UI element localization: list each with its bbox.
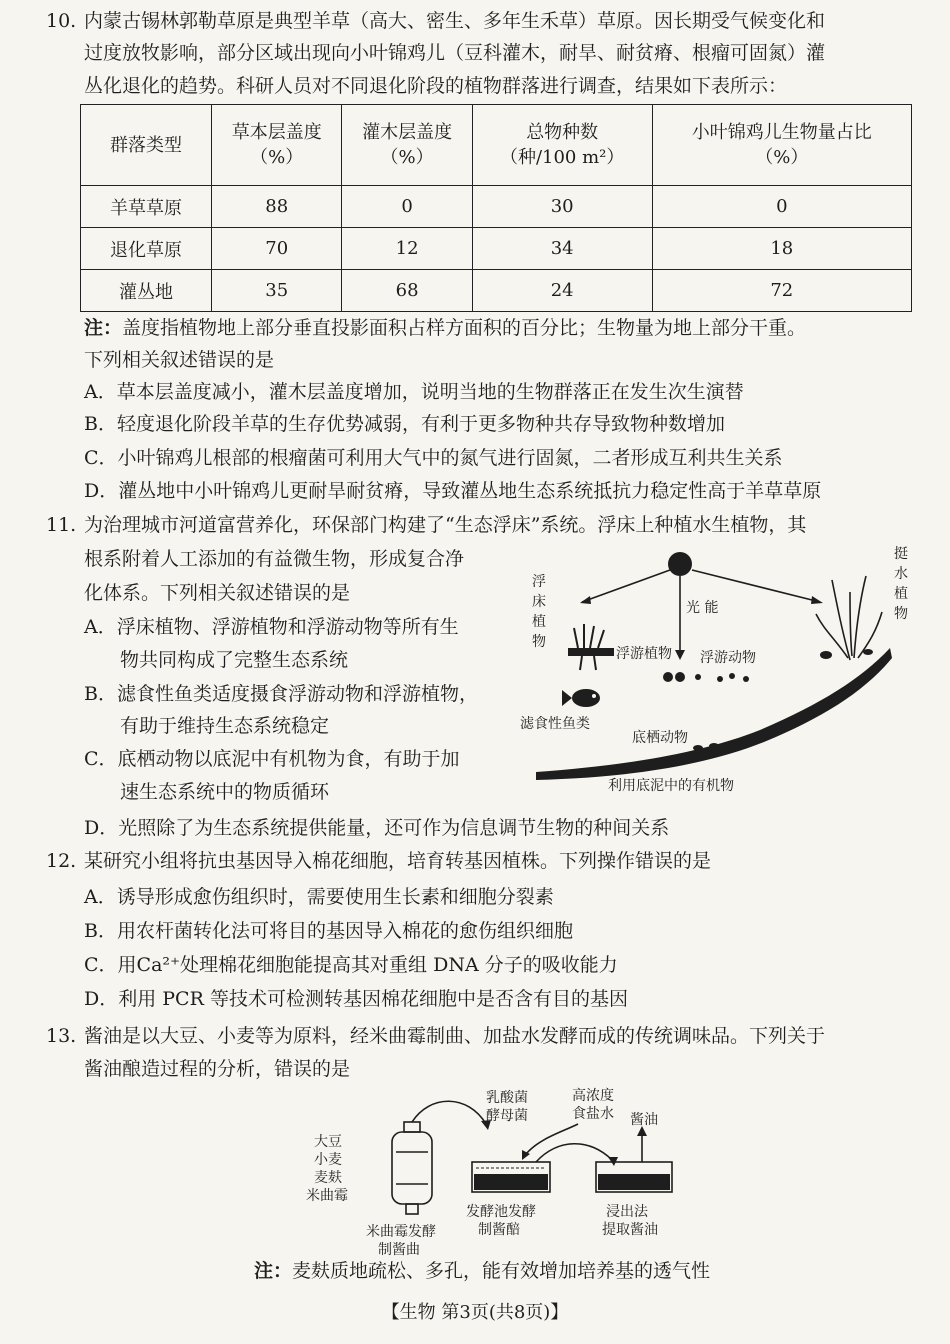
note-label: 注： [254,1260,293,1282]
table-cell: 18 [652,228,911,270]
emergent-plant-icon [816,576,882,660]
table-header-cell: 群落类型 [81,105,212,186]
community-table [80,104,912,312]
page-footer: 【生物 第3页(共8页)】 [381,1302,569,1323]
q11-option-d: D．光照除了为生态系统提供能量，还可作为信息调节生物的种间关系 [84,817,670,839]
table-cell: 退化草原 [81,228,212,270]
q10-stem-line-1: 10. 内蒙古锡林郭勒草原是典型羊草（高大、密生、多年生禾草）草原。因长期受气候变化和 [46,6,825,36]
table-row [81,270,912,312]
product-label: 酱油 [630,1112,658,1128]
q10-stem-line-3: 丛化退化的趋势。科研人员对不同退化阶段的植物群落进行调查，结果如下表所示： [84,75,788,97]
q13-note: 注：麦麸质地疏松、多孔，能有效增加培养基的透气性 [254,1260,711,1282]
input-aspergillus: 米曲霉 [306,1188,348,1204]
svg-text:床 [532,594,546,610]
note-label: 注： [84,317,123,339]
table-header-cell: 灌木层盖度 （%） [342,105,472,186]
table-cell: 68 [342,270,472,312]
table-header-cell: 小叶锦鸡儿生物量占比 （%） [652,105,911,186]
q11-option-c-2: 速生态系统中的物质循环 [120,781,330,803]
step2-label-1: 发酵池发酵 [466,1204,536,1220]
svg-text:浮 [532,574,546,590]
q10-option-b: B．轻度退化阶段羊草的生存优势减弱，有利于更多物种共存导致物种数增加 [84,413,725,435]
table-cell: 灌丛地 [81,270,212,312]
svg-text:食盐水 [572,1105,614,1122]
svg-text:浮游动物 [700,649,756,666]
table-cell: 0 [342,186,472,228]
step1-label-1: 米曲霉发酵 [366,1224,436,1240]
phytoplankton-icon [663,672,685,682]
table-header-row [81,105,912,186]
extraction-tank-icon [596,1126,672,1192]
q11-option-a-2: 物共同构成了完整生态系统 [120,649,349,671]
sun-icon [668,552,692,576]
zooplankton-label: 浮游动物 [700,650,756,666]
koji-fermenter-icon [392,1122,432,1214]
q11-option-a-1: A．浮床植物、浮游植物和浮游动物等所有生 [84,616,459,638]
q11-stem-line-2: 根系附着人工添加的有益微生物，形成复合净 [84,548,465,570]
q12-option-c: C．用Ca²⁺处理棉花细胞能提高其对重组 DNA 分子的吸收能力 [84,954,618,976]
svg-text:浸出法 [606,1203,649,1220]
benthic-label: 底栖动物 [632,730,688,746]
step2-label-2: 制酱醅 [478,1222,520,1238]
q10-stem-line-2: 过度放牧影响，部分区域出现向小叶锦鸡儿（豆科灌木，耐旱、耐贫瘠、根瘤可固氮）灌 [84,42,826,64]
table-row [81,228,912,270]
table-cell: 34 [472,228,652,270]
svg-text:米曲霉 [306,1187,348,1204]
float-plant-label-3: 植 [532,614,546,630]
q13-number: 13. [46,1025,77,1047]
table-cell: 12 [342,228,472,270]
table-row [81,186,912,228]
q12-option-a: A．诱导形成愈伤组织时，需要使用生长素和细胞分裂素 [84,886,554,908]
q13-stem-line-1: 13. 酱油是以大豆、小麦等为原料，经米曲霉制曲、加盐水发酵而成的传统调味品。下列关于 [46,1021,825,1051]
q12-number: 12. [46,850,77,872]
table-cell: 35 [212,270,342,312]
ecological-floating-bed-figure [520,540,920,800]
q10-note: 注：盖度指植物地上部分垂直投影面积占样方面积的百分比；生物量为地上部分干重。 [84,317,807,339]
floating-bed-icon [568,648,614,656]
table-cell: 88 [212,186,342,228]
float-plant-label-2: 床 [532,594,546,610]
svg-text:酱油 [630,1111,658,1128]
q12-option-b: B．用农杆菌转化法可将目的基因导入棉花的愈伤组织细胞 [84,920,573,942]
phytoplankton-label: 浮游植物 [616,646,672,662]
addition-yeast: 酵母菌 [486,1108,528,1124]
svg-text:底栖动物 [632,729,688,746]
table-cell: 72 [652,270,911,312]
fermentation-pool-icon [472,1162,550,1192]
q11-stem-line-3: 化体系。下列相关叙述错误的是 [84,582,351,604]
input-wheat: 小麦 [314,1152,342,1168]
q12-option-d: D．利用 PCR 等技术可检测转基因棉花细胞中是否含有目的基因 [84,988,628,1010]
fish-icon [562,689,600,707]
table-cell: 0 [652,186,911,228]
svg-text:提取酱油 [602,1221,658,1238]
brine-label-1: 高浓度 [572,1088,614,1104]
emergent-label-1: 挺 [894,546,908,562]
table-cell: 羊草草原 [81,186,212,228]
soy-sauce-process-figure [300,1088,720,1258]
q11-option-b-1: B．滤食性鱼类适度摄食浮游动物和浮游植物， [84,683,478,705]
emergent-label-3: 植 [894,586,908,602]
sediment-label: 利用底泥中的有机物 [608,778,734,794]
svg-text:大豆 [314,1133,342,1150]
soy-sauce-diagram [300,1088,720,1258]
q11-option-c-1: C．底栖动物以底泥中有机物为食，有助于加 [84,748,460,770]
svg-text:光 能 [686,599,718,616]
q13-stem-line-2: 酱油酿造过程的分析，错误的是 [84,1058,351,1080]
q10-option-c: C．小叶锦鸡儿根部的根瘤菌可利用大气中的氮气进行固氮，二者形成互利共生关系 [84,447,783,469]
table-cell: 70 [212,228,342,270]
svg-text:发酵池发酵 [466,1203,536,1220]
svg-text:植 [894,585,908,602]
input-soybean: 大豆 [314,1134,342,1150]
q11-number: 11. [46,514,77,536]
float-plant-label-1: 浮 [532,574,546,590]
light-energy-label: 光 能 [686,600,719,616]
brine-label-2: 食盐水 [572,1106,614,1122]
floating-bed-diagram [520,540,920,800]
float-plant-label-4: 物 [532,634,546,650]
svg-text:水 [894,565,908,582]
fish-label: 滤食性鱼类 [520,716,590,732]
table-cell: 24 [472,270,652,312]
svg-text:物 [532,633,546,650]
input-bran: 麦麸 [314,1170,342,1186]
addition-lactobacillus: 乳酸菌 [486,1090,528,1106]
svg-text:米曲霉发酵 [366,1223,436,1240]
svg-text:制酱醅 [478,1221,520,1238]
svg-text:乳酸菌 [486,1090,528,1106]
step3-label-1: 浸出法 [606,1204,648,1220]
svg-text:高浓度 [572,1087,614,1104]
q10-number: 10. [46,10,77,32]
svg-text:滤食性鱼类 [520,715,590,732]
step1-label-2: 制酱曲 [378,1242,420,1258]
q10-option-a: A．草本层盖度减小，灌木层盖度增加，说明当地的生物群落正在发生次生演替 [84,381,744,403]
sediment-slope-icon [536,648,892,780]
emergent-label-2: 水 [894,566,908,582]
table-header-cell: 草本层盖度 （%） [212,105,342,186]
svg-text:浮游植物 [616,645,672,662]
emergent-label-4: 物 [894,606,908,622]
q11-stem-line-1: 11. 为治理城市河道富营养化，环保部门构建了“生态浮床”系统。浮床上种植水生植物，其 [46,510,806,540]
step3-label-2: 提取酱油 [602,1222,658,1238]
svg-text:利用底泥中的有机物 [608,777,734,794]
q10-option-d: D．灌丛地中小叶锦鸡儿更耐旱耐贫瘠，导致灌丛地生态系统抵抗力稳定性高于羊草草原 [84,480,822,502]
table-header-cell: 总物种数 （种/100 m²） [472,105,652,186]
svg-text:挺 [894,545,908,562]
floating-plant-icon [574,624,604,670]
q12-stem: 12. 某研究小组将抗虫基因导入棉花细胞，培育转基因植株。下列操作错误的是 [46,846,711,876]
svg-text:酵母菌 [486,1107,528,1124]
svg-text:小麦 [314,1151,342,1168]
svg-text:麦麸 [314,1169,342,1186]
svg-text:物 [894,605,908,622]
table-cell: 30 [472,186,652,228]
svg-text:植 [532,613,546,630]
q11-option-b-2: 有助于维持生态系统稳定 [120,715,330,737]
q10-prompt: 下列相关叙述错误的是 [84,349,275,371]
zooplankton-icon [695,673,749,682]
